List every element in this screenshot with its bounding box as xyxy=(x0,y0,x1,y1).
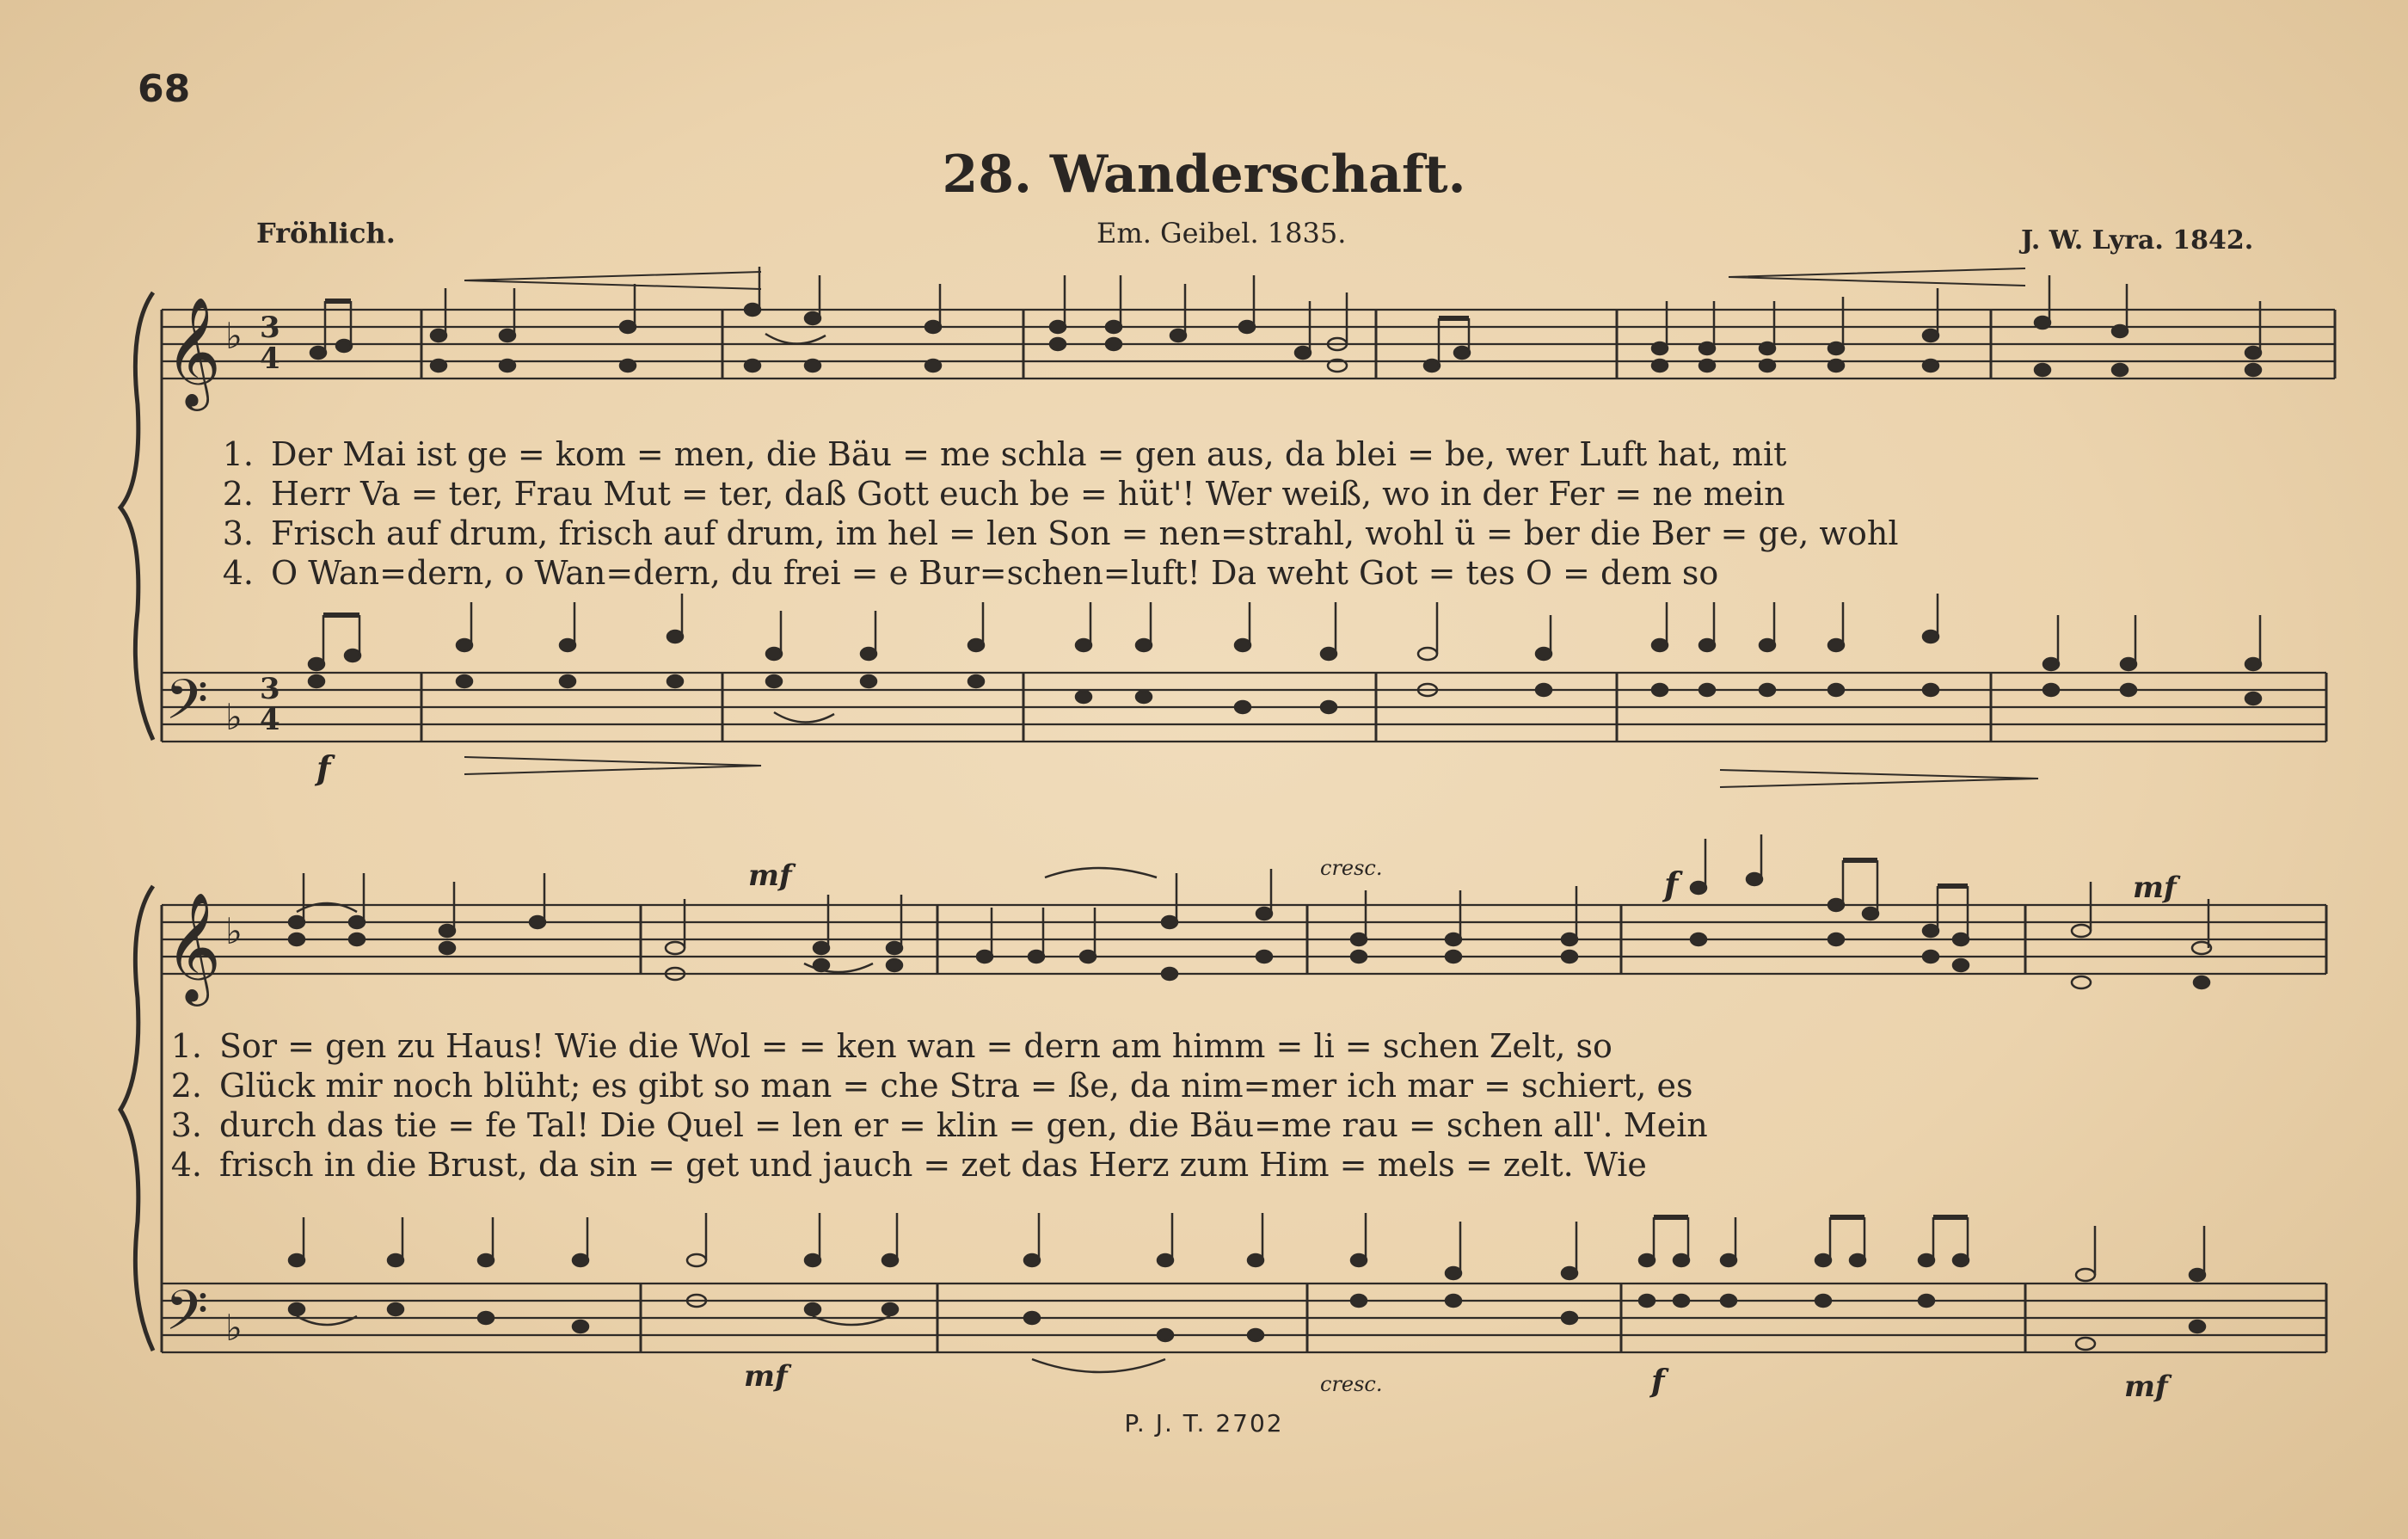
flat-icon: ♭ xyxy=(225,696,243,738)
flat-icon: ♭ xyxy=(225,910,243,952)
treble-clef-icon: 𝄞 xyxy=(165,891,222,1001)
dynamic-mf: mf xyxy=(2133,871,2177,905)
composer-credit: J. W. Lyra. 1842. xyxy=(2021,225,2254,255)
dynamic-f: f xyxy=(1651,1364,1665,1400)
flat-icon: ♭ xyxy=(225,315,243,357)
poet-credit: Em. Geibel. 1835. xyxy=(1096,217,1347,249)
dynamic-f: f xyxy=(1664,865,1679,903)
verse-line: 2. Glück mir noch blüht; es gibt so man = che Stra = ße, da nim=mer ich mar = schiert, es xyxy=(170,1067,1693,1105)
lyrics-system-1 xyxy=(202,434,1898,593)
song-title: 28. Wanderschaft. xyxy=(942,145,1466,205)
system-2-bass-notes xyxy=(289,1213,2205,1350)
verse-line: 1. Sor = gen zu Haus! Wie die Wol = = ken wan = dern am himm = li = schen Zelt, so xyxy=(170,1027,1612,1065)
svg-text:3: 3 xyxy=(260,311,280,345)
dynamic-mf: mf xyxy=(748,859,792,893)
dynamic-cresc: cresc. xyxy=(1320,1372,1383,1396)
lyrics-system-2 xyxy=(150,1026,1708,1185)
svg-text:4: 4 xyxy=(260,703,280,737)
dynamic-cresc: cresc. xyxy=(1320,856,1383,880)
bass-clef-icon: 𝄢 xyxy=(165,1279,209,1357)
dynamic-f: f xyxy=(316,748,331,787)
verse-line: 2. Herr Va = ter, Frau Mut = ter, daß Gott euch be = hüt'! Wer weiß, wo in der Fer = ne mein xyxy=(222,475,1785,513)
page-number: 68 xyxy=(138,67,191,111)
svg-text:4: 4 xyxy=(260,342,280,376)
dynamic-mf: mf xyxy=(2124,1370,2168,1404)
verse-line: 4. frisch in die Brust, da sin = get und jauch = zet das Herz zum Him = mels = zelt. Wie xyxy=(170,1146,1647,1184)
svg-text:3: 3 xyxy=(260,672,280,706)
verse-line: 3. durch das tie = fe Tal! Die Quel = len er = klin = gen, die Bäu=me rau = schen all'. Mein xyxy=(170,1106,1708,1144)
system-1-bass-notes xyxy=(309,594,2261,713)
system-2-treble-notes xyxy=(289,834,2211,988)
verse-line: 4. O Wan=dern, o Wan=dern, du frei = e Bur=schen=luft! Da weht Got = tes O = dem so xyxy=(222,554,1719,592)
flat-icon: ♭ xyxy=(225,1307,243,1349)
system-1-treble-notes xyxy=(310,267,2261,376)
dynamic-mf: mf xyxy=(744,1359,788,1394)
treble-clef-icon: 𝄞 xyxy=(165,296,222,406)
tempo-marking: Fröhlich. xyxy=(256,217,396,249)
verse-line: 1. Der Mai ist ge = kom = men, die Bäu = me schla = gen aus, da blei = be, wer Luft hat, mit xyxy=(222,435,1787,473)
bass-clef-icon: 𝄢 xyxy=(165,668,209,746)
system-1-brace xyxy=(120,292,153,740)
plate-number: P. J. T. 2702 xyxy=(1124,1409,1284,1437)
verse-line: 3. Frisch auf drum, frisch auf drum, im hel = len Son = nen=strahl, wohl ü = ber die Ber = ge, wohl xyxy=(222,514,1899,552)
system-2-treble-staff xyxy=(162,905,2326,974)
system-2-brace xyxy=(120,886,153,1351)
